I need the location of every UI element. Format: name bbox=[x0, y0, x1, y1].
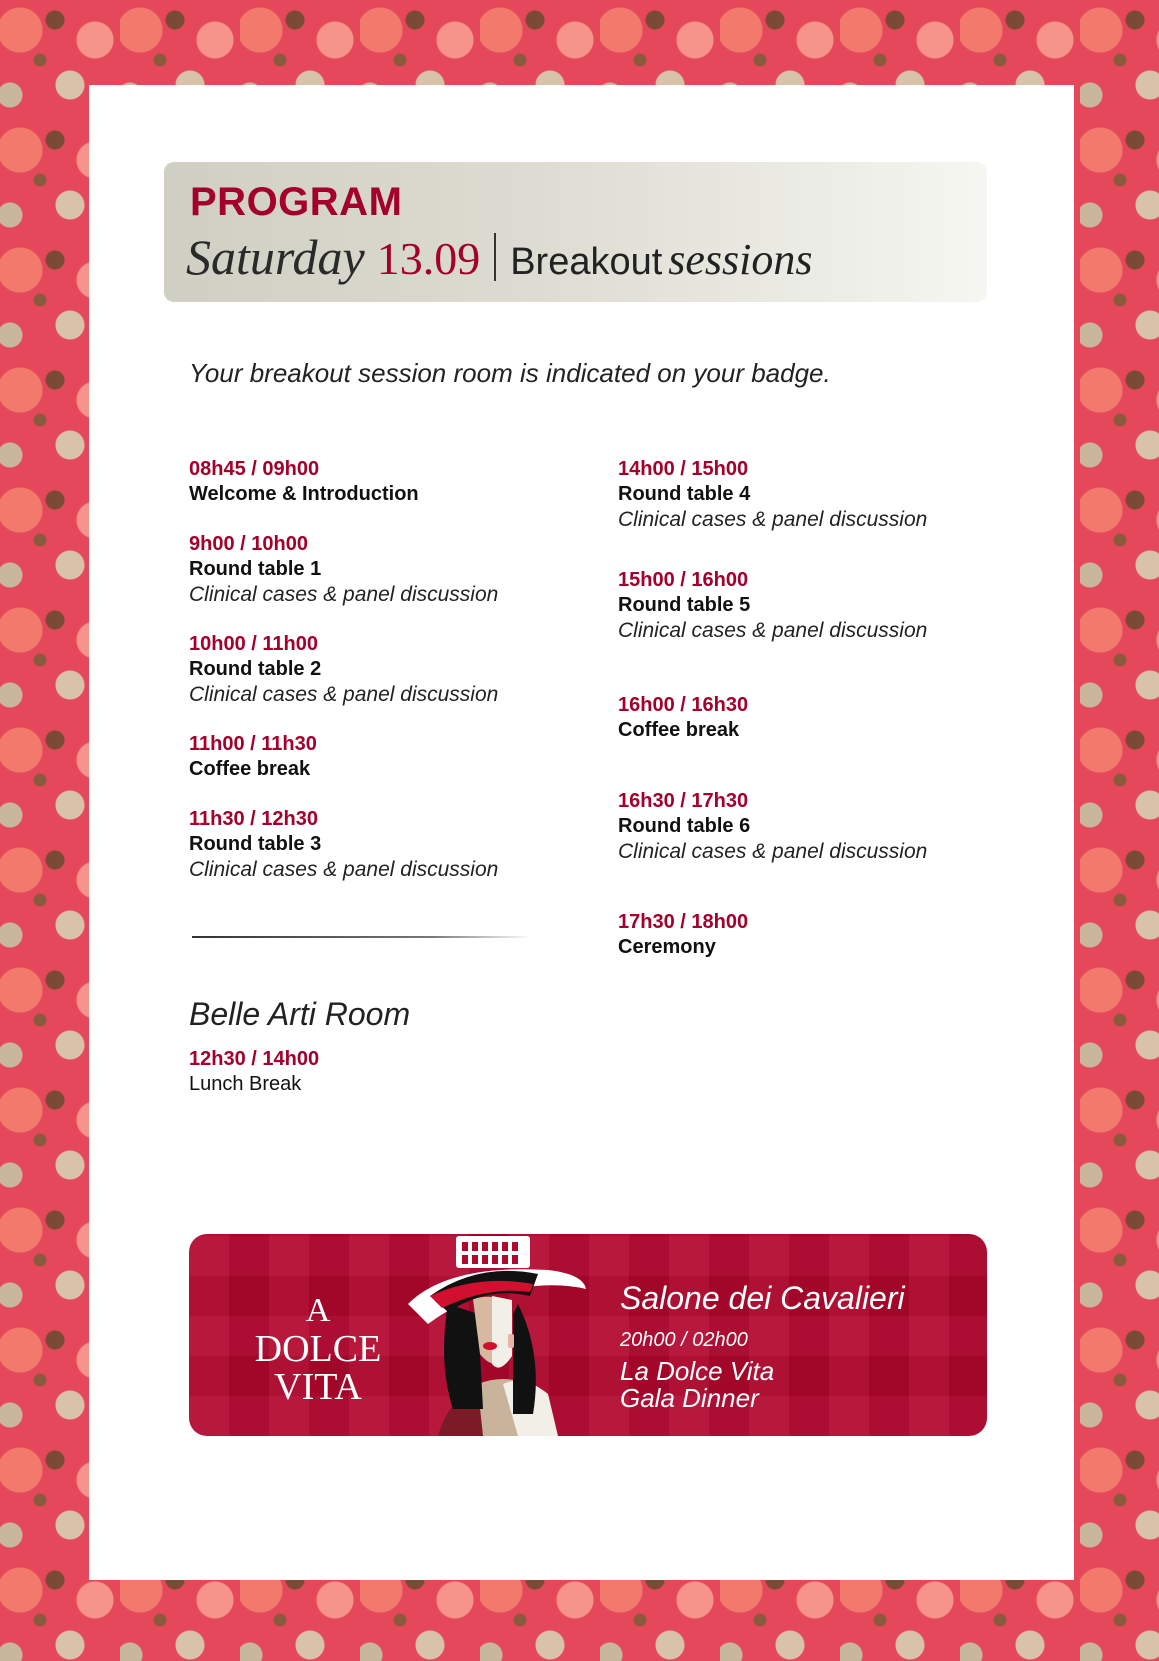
session-title: Round table 1 bbox=[189, 558, 322, 580]
session-time: 9h00 / 10h00 bbox=[189, 533, 308, 555]
session-time: 11h00 / 11h30 bbox=[189, 733, 317, 755]
schedule-item bbox=[618, 910, 748, 960]
session-title: Coffee break bbox=[618, 719, 740, 741]
session-title: Round table 3 bbox=[189, 833, 322, 855]
logo-line: DOLCE bbox=[254, 1328, 382, 1370]
session-time: 14h00 / 15h00 bbox=[618, 458, 749, 480]
schedule-item bbox=[618, 693, 748, 743]
session-description: Clinical cases & panel discussion bbox=[618, 619, 928, 642]
gala-time: 20h00 / 02h00 bbox=[620, 1329, 748, 1351]
session-time: 11h30 / 12h30 bbox=[189, 808, 318, 830]
gala-event-line: La Dolce Vita bbox=[620, 1356, 775, 1386]
intro-text: Your breakout session room is indicated on your badge. bbox=[189, 358, 831, 388]
session-title: Ceremony bbox=[618, 936, 716, 958]
date-label: 13.09 bbox=[376, 233, 481, 284]
session-title: Round table 4 bbox=[618, 483, 751, 505]
session-title: Round table 6 bbox=[618, 815, 751, 837]
schedule-item bbox=[189, 457, 419, 507]
gala-event-line: Gala Dinner bbox=[620, 1383, 759, 1413]
room-label: Belle Arti Room bbox=[189, 996, 411, 1032]
schedule-item bbox=[189, 632, 498, 707]
session-description: Clinical cases & panel discussion bbox=[189, 858, 499, 881]
session-description: Clinical cases & panel discussion bbox=[618, 840, 928, 863]
session-title: Coffee break bbox=[189, 758, 311, 780]
session-time: 10h00 / 11h00 bbox=[189, 633, 318, 655]
logo-line: A bbox=[305, 1292, 331, 1329]
schedule-item bbox=[618, 568, 927, 643]
program-title: PROGRAM bbox=[190, 180, 403, 224]
schedule-item bbox=[189, 732, 317, 782]
section-divider bbox=[192, 936, 532, 938]
schedule-item bbox=[618, 789, 927, 864]
session-title: Round table 5 bbox=[618, 594, 751, 616]
sessions-label: sessions bbox=[668, 235, 813, 284]
session-description: Clinical cases & panel discussion bbox=[618, 508, 928, 531]
session-title: Round table 2 bbox=[189, 658, 322, 680]
session-description: Clinical cases & panel discussion bbox=[189, 583, 499, 606]
session-time: 12h30 / 14h00 bbox=[189, 1048, 320, 1070]
session-time: 17h30 / 18h00 bbox=[618, 911, 749, 933]
logo-line: VITA bbox=[274, 1366, 362, 1408]
day-label: Saturday bbox=[186, 229, 365, 285]
room-schedule-item bbox=[189, 1047, 319, 1097]
session-time: 15h00 / 16h00 bbox=[618, 569, 749, 591]
session-time: 16h30 / 17h30 bbox=[618, 790, 749, 812]
schedule-item bbox=[189, 532, 498, 607]
schedule-item bbox=[618, 457, 927, 532]
session-time: 16h00 / 16h30 bbox=[618, 694, 749, 716]
page-subtitle bbox=[186, 228, 813, 286]
session-description: Clinical cases & panel discussion bbox=[189, 683, 499, 706]
woman-with-hat-illustration bbox=[408, 1234, 588, 1436]
venue-name: Salone dei Cavalieri bbox=[620, 1280, 905, 1316]
schedule-item bbox=[189, 807, 498, 882]
session-title: Welcome & Introduction bbox=[189, 483, 419, 505]
title-separator bbox=[494, 233, 496, 281]
session-time: 08h45 / 09h00 bbox=[189, 458, 320, 480]
session-title: Lunch Break bbox=[189, 1073, 302, 1095]
dolce-vita-logo bbox=[248, 1292, 388, 1406]
breakout-label: Breakout bbox=[510, 241, 663, 283]
